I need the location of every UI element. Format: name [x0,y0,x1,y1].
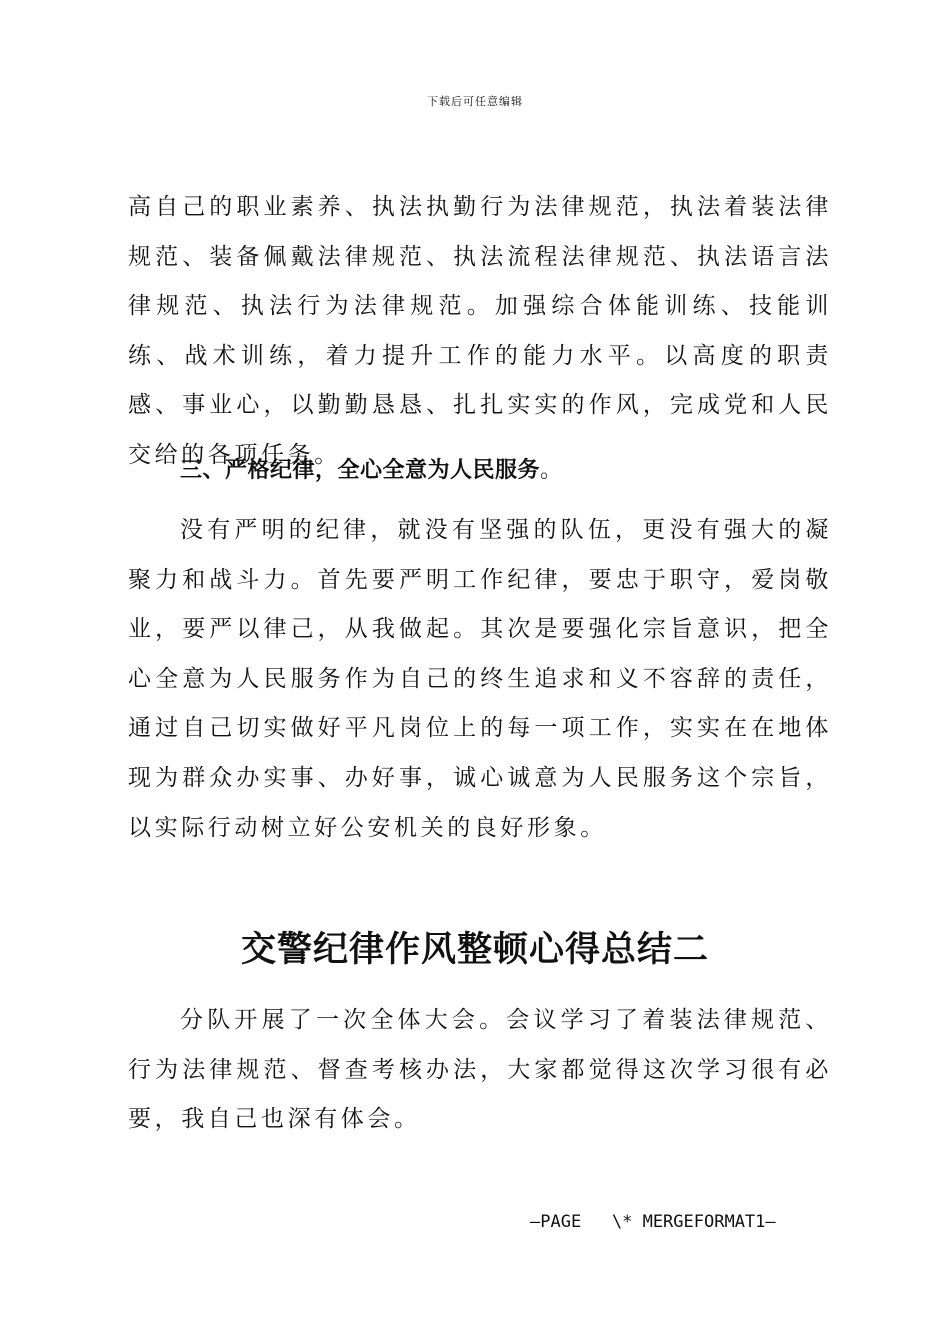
page-footer: —PAGE \* MERGEFORMAT1— [530,1212,776,1232]
subheading-discipline [180,446,563,495]
paragraph-meeting: 分队开展了一次全体大会。会议学习了着装法律规范、行为法律规范、督查考核办法，大家都觉得这次学习很有必要，我自己也深有体会。 [128,1007,832,1133]
subheading-punct: 。 [540,458,563,483]
subheading-text: 三、严格纪律，全心全意为人民服务 [180,458,541,483]
header-note: 下载后可任意编辑 [427,95,523,108]
section-title: 交警纪律作风整顿心得总结二 [240,929,709,970]
paragraph-discipline: 没有严明的纪律，就没有坚强的队伍，更没有强大的凝聚力和战斗力。首先要严明工作纪律，要忠于职守，爱岗敬业，要严以律己，从我做起。其次是要强化宗旨意识，把全心全意为人民服务作为自己的终生追求和义不容辞的责任，通过自己切实做好平凡岗位上的每一项工作，实实在在地体现为群众办实事、办好事，诚心诚意为人民服务这个宗旨，以实际行动树立好公安机关的良好形象。 [128,517,832,841]
paragraph-continued: 高自己的职业素养、执法执勤行为法律规范，执法着装法律规范、装备佩戴法律规范、执法流程法律规范、执法语言法律规范、执法行为法律规范。加强综合体能训练、技能训练、战术训练，着力提升工作的能力水平。以高度的职责感、事业心，以勤勤恳恳、扎扎实实的作风，完成党和人民交给的各项任务。 [128,194,832,468]
